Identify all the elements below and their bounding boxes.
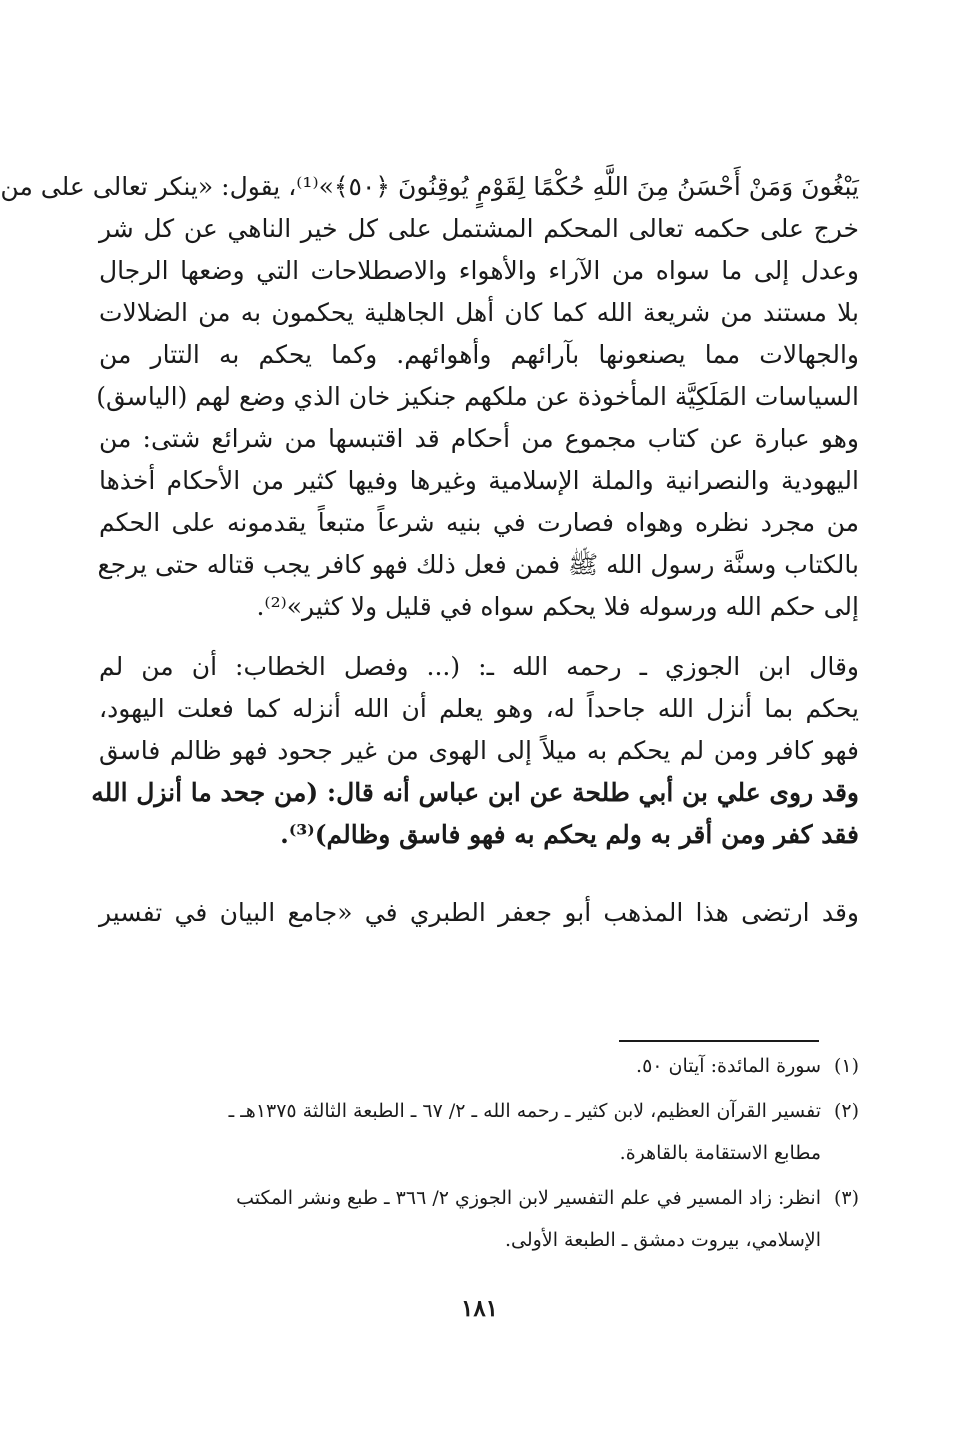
body-line: اليهودية والنصرانية والملة الإسلامية وغيرها وفيها كثير من الأحكام أخذها <box>99 466 859 495</box>
body-line: وقد ارتضى هذا المذهب أبو جعفر الطبري في «جامع البيان في تفسير <box>99 898 859 927</box>
body-line: من مجرد نظره وهواه فصارت في بنيه شرعاً متبعاً يقدمونه على الحكم <box>99 508 859 537</box>
footnote-1 <box>99 1053 859 1079</box>
footnote-2-continuation: مطابع الاستقامة بالقاهرة. <box>619 1142 821 1164</box>
body-line: فهو كافر ومن لم يحكم به ميلاً إلى الهوى من غير جحود فهو ظالم فاسق <box>99 736 859 765</box>
body-line: وقال ابن الجوزي ـ رحمه الله ـ: (... وفصل الخطاب: أن من لم <box>99 652 859 681</box>
body-line-bold: وقد روى علي بن أبي طلحة عن ابن عباس أنه قال: (من جحد ما أنزل الله <box>91 778 859 807</box>
footnote-number: (١) <box>833 1055 859 1077</box>
body-line: وعدل إلى ما سواه من الآراء والأهواء والاصطلاحات التي وضعها الرجال <box>99 256 859 285</box>
body-line: وهو عبارة عن كتاب مجموع من أحكام قد اقتبسها من شرائع شتى: من <box>99 424 859 453</box>
footnote-number: (٢) <box>833 1100 859 1122</box>
footnote-3-continuation: الإسلامي، بيروت دمشق ـ الطبعة الأولى. <box>505 1229 821 1251</box>
footnote-text: انظر: زاد المسير في علم التفسير لابن الجوزي ٢/ ٣٦٦ ـ طبع ونشر المكتب <box>236 1187 821 1209</box>
body-line: بالكتاب وسنَّة رسول الله ﷺ فمن فعل ذلك فهو كافر يجب قتاله حتى يرجع <box>97 550 859 579</box>
footnote-number: (٣) <box>833 1187 859 1209</box>
body-line: السياسات المَلَكِيَّة المأخوذة عن ملكهم جنكيز خان الذي وضع لهم (الياسق) <box>96 382 859 411</box>
footnote-2 <box>99 1098 859 1124</box>
body-line: إلى حكم الله ورسوله فلا يحكم سواه في قليل ولا كثير»⁽²⁾. <box>256 592 859 621</box>
body-line: يحكم بما أنزل الله جاحداً له، وهو يعلم أن الله أنزله كما فعلت اليهود، <box>99 694 859 723</box>
footnote-3 <box>99 1185 859 1211</box>
body-line: يَبْغُونَ وَمَنْ أَحْسَنُ مِنَ اللَّهِ حُكْمًا لِقَوْمٍ يُوقِنُونَ ﴿٥٠﴾»⁽¹⁾، يقول: «ينكر تعالى على من <box>0 172 859 201</box>
page-number: ١٨١ <box>460 1295 499 1322</box>
body-line: خرج على حكمه تعالى المحكم المشتمل على كل خير الناهي عن كل شر <box>99 214 859 243</box>
footnote-text: تفسير القرآن العظيم، لابن كثير ـ رحمه الله ـ ٢/ ٦٧ ـ الطبعة الثالثة ١٣٧٥هـ ـ <box>228 1100 821 1122</box>
body-line: بلا مستند من شريعة الله كما كان أهل الجاهلية يحكمون به من الضلالات <box>99 298 859 327</box>
body-line-bold: فقد كفر ومن أقر به ولم يحكم به فهو فاسق وظالم)⁽³⁾. <box>280 820 859 849</box>
footnote-separator <box>619 1040 819 1042</box>
footnote-text: سورة المائدة: آيتان ٥٠. <box>636 1055 821 1077</box>
body-line: والجهالات مما يصنعونها بآرائهم وأهوائهم. وكما يحكم به التتار من <box>99 340 859 369</box>
